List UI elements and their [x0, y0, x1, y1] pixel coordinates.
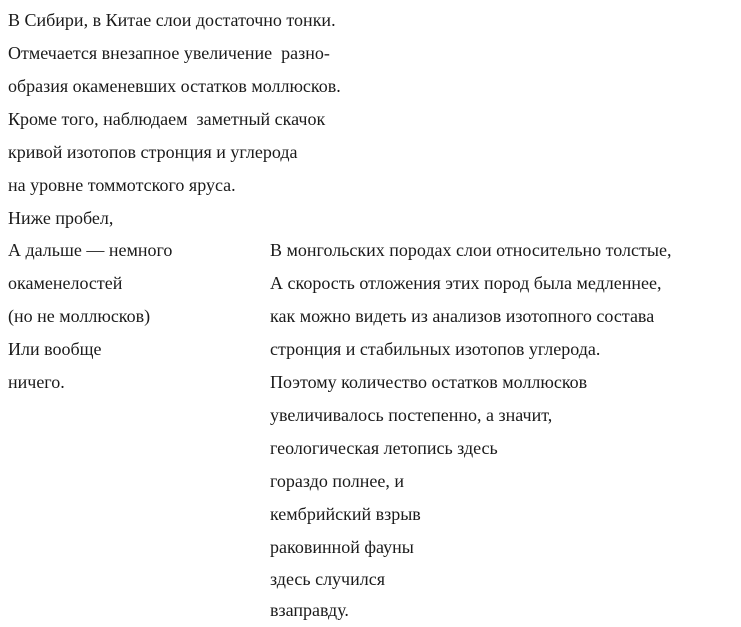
intro-line: В Сибири, в Китае слои достаточно тонки.	[8, 10, 336, 30]
right-column-line: В монгольских породах слои относительно толстые,	[270, 240, 672, 260]
left-column-line: (но не моллюсков)	[8, 306, 151, 326]
right-column-line: геологическая летопись здесь	[270, 438, 498, 458]
intro-line: Кроме того, наблюдаем заметный скачок	[8, 109, 326, 129]
left-column-line: окаменелостей	[8, 273, 123, 293]
right-column-line: раковинной фауны	[270, 537, 414, 557]
right-column-line: кембрийский взрыв	[270, 504, 421, 524]
intro-line: образия окаменевших остатков моллюсков.	[8, 76, 341, 96]
right-column-line: гораздо полнее, и	[270, 471, 404, 491]
intro-line: Отмечается внезапное увеличение разно-	[8, 43, 330, 63]
left-column-line: Или вообще	[8, 339, 102, 359]
right-column-line: А скорость отложения этих пород была медленнее,	[270, 273, 662, 293]
right-column-line: Поэтому количество остатков моллюсков	[270, 372, 588, 392]
right-column-line: стронция и стабильных изотопов углерода.	[270, 339, 601, 359]
intro-line: на уровне томмотского яруса.	[8, 175, 236, 195]
intro-line: Ниже пробел,	[8, 208, 114, 228]
intro-line: кривой изотопов стронция и углерода	[8, 142, 298, 162]
right-column-line: здесь случился	[270, 569, 385, 589]
left-column-line: А дальше — немного	[8, 240, 173, 260]
right-column-line: как можно видеть из анализов изотопного состава	[270, 306, 655, 326]
right-column-line: взаправду.	[270, 600, 349, 620]
right-column-line: увеличивалось постепенно, а значит,	[270, 405, 553, 425]
left-column-line: ничего.	[8, 372, 65, 392]
